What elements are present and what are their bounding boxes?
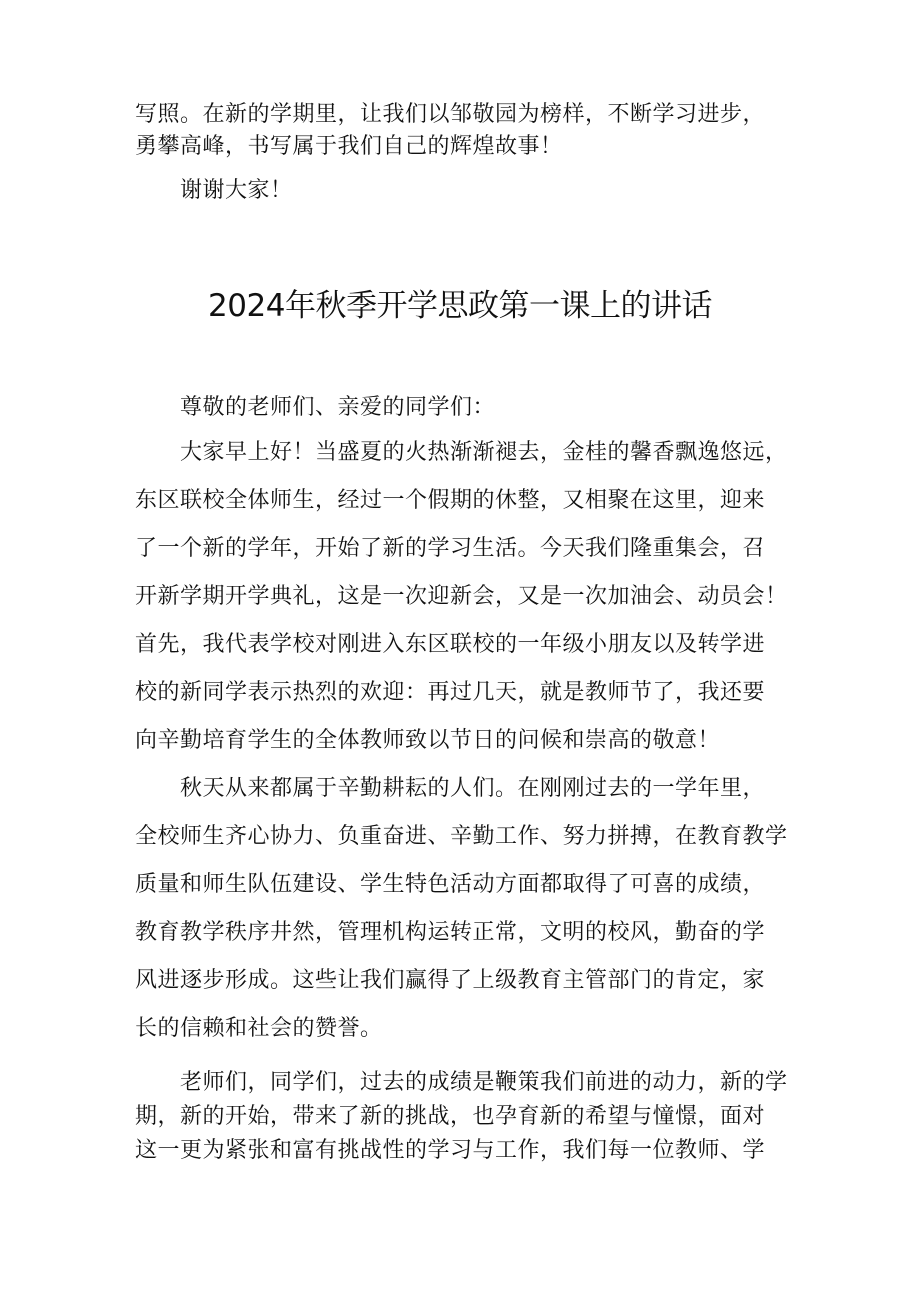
paragraph-line: 长的信赖和社会的赞誉。 xyxy=(135,1016,383,1041)
paragraph-line: 开新学期开学典礼，这是一次迎新会，又是一次加油会、动员会！ xyxy=(135,584,788,609)
paragraph-line: 校的新同学表示热烈的欢迎：再过几天，就是教师节了，我还要 xyxy=(135,680,766,705)
salutation: 尊敬的老师们、亲爱的同学们： xyxy=(180,395,496,420)
paragraph-line: 东区联校全体师生，经过一个假期的休整，又相聚在这里，迎来 xyxy=(135,488,766,513)
article-title: 2024年秋季开学思政第一课上的讲话 xyxy=(208,288,712,324)
closing-thanks: 谢谢大家！ xyxy=(180,178,293,203)
paragraph-line: 风进逐步形成。这些让我们赢得了上级教育主管部门的肯定，家 xyxy=(135,968,766,993)
paragraph-line: 老师们，同学们，过去的成绩是鞭策我们前进的动力，新的学 xyxy=(180,1070,788,1095)
paragraph-line: 向辛勤培育学生的全体教师致以节日的问候和崇高的敬意！ xyxy=(135,728,721,753)
paragraph-line: 教育教学秩序井然，管理机构运转正常，文明的校风，勤奋的学 xyxy=(135,920,766,945)
paragraph-line: 秋天从来都属于辛勤耕耘的人们。在刚刚过去的一学年里， xyxy=(180,776,766,801)
previous-text-line: 写照。在新的学期里，让我们以邹敬园为榜样，不断学习进步， xyxy=(135,102,766,127)
paragraph-line: 质量和师生队伍建设、学生特色活动方面都取得了可喜的成绩， xyxy=(135,872,766,897)
paragraph-line: 这一更为紧张和富有挑战性的学习与工作，我们每一位教师、学 xyxy=(135,1138,766,1163)
previous-text-line: 勇攀高峰，书写属于我们自己的辉煌故事！ xyxy=(135,134,563,159)
paragraph-line: 期，新的开始，带来了新的挑战，也孕育新的希望与憧憬，面对 xyxy=(135,1104,766,1129)
paragraph-line: 大家早上好！当盛夏的火热渐渐褪去，金桂的馨香飘逸悠远， xyxy=(180,440,788,465)
paragraph-line: 首先，我代表学校对刚进入东区联校的一年级小朋友以及转学进 xyxy=(135,632,766,657)
paragraph-line: 全校师生齐心协力、负重奋进、辛勤工作、努力拼搏，在教育教学 xyxy=(135,824,788,849)
paragraph-line: 了一个新的学年，开始了新的学习生活。今天我们隆重集会，召 xyxy=(135,536,766,561)
